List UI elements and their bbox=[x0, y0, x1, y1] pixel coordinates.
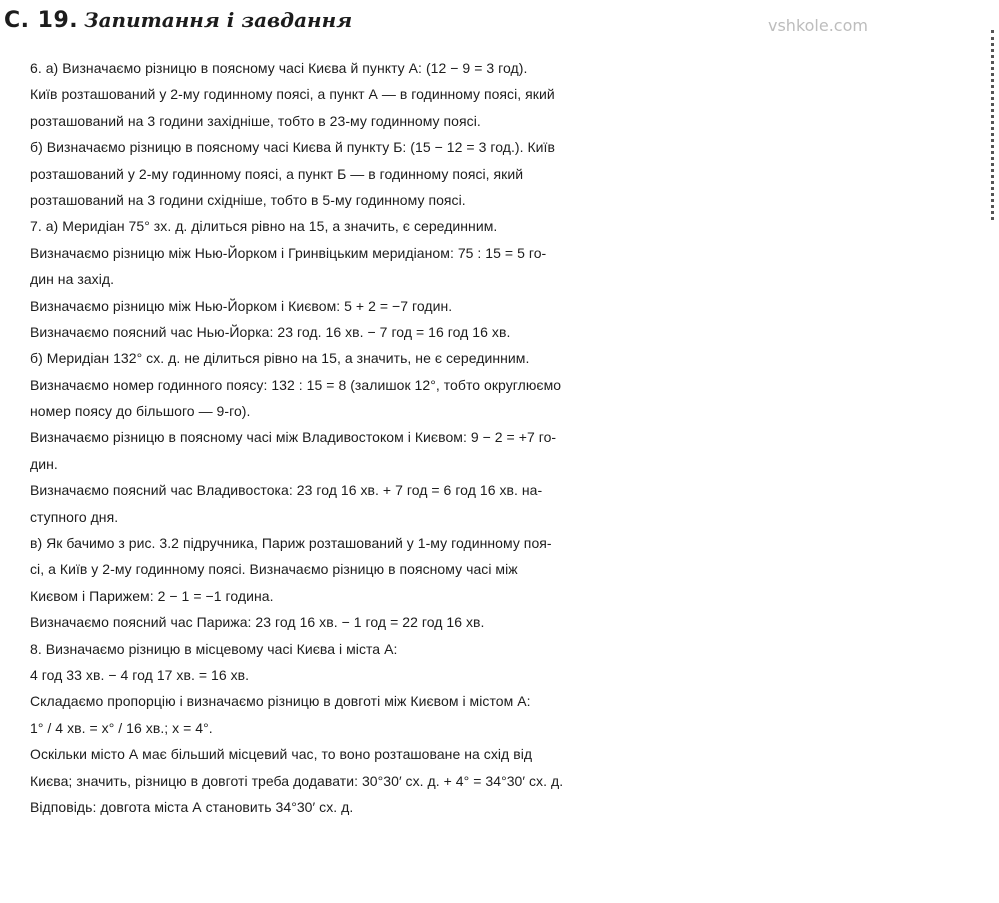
text-line: 8. Визначаємо різницю в місцевому часі Києва і міста А: bbox=[30, 640, 398, 657]
section-title: Запитання і завдання bbox=[84, 8, 353, 32]
text-line: Визначаємо поясний час Парижа: 23 год 16 хв. − 1 год = 22 год 16 хв. bbox=[30, 614, 485, 631]
text-line: Визначаємо різницю між Нью-Йорком і Гринвіцьким меридіаном: 75 : 15 = 5 го- bbox=[30, 244, 547, 261]
text-line: Визначаємо різницю в поясному часі між Владивостоком і Києвом: 9 − 2 = +7 го- bbox=[30, 429, 557, 446]
text-line: дин. bbox=[30, 455, 58, 472]
text-line: 6. а) Визначаємо різницю в поясному часі Києва й пункту А: (12 − 9 = 3 год). bbox=[30, 60, 528, 76]
text-line: сі, а Київ у 2-му годинному поясі. Визначаємо різницю в поясному часі між bbox=[30, 561, 518, 578]
text-line: Києва; значить, різницю в довготі треба додавати: 30°30′ сх. д. + 4° = 34°30′ сх. д. bbox=[30, 772, 564, 789]
dotted-margin-line bbox=[991, 30, 994, 220]
text-line: розташований на 3 години західніше, тобто в 23-му годинному поясі. bbox=[30, 112, 481, 129]
text-line: розташований на 3 години східніше, тобто в 5-му годинному поясі. bbox=[30, 191, 466, 208]
text-line: номер поясу до більшого — 9-го). bbox=[30, 403, 251, 420]
text-line: Складаємо пропорцію і визначаємо різницю в довготі між Києвом і містом А: bbox=[30, 693, 531, 710]
text-line: 7. а) Меридіан 75° зх. д. ділиться рівно на 15, а значить, є серединним. bbox=[30, 218, 498, 235]
text-line: Київ розташований у 2-му годинному поясі, а пункт А — в годинному поясі, який bbox=[30, 86, 555, 103]
text-line: Києвом і Парижем: 2 − 1 = −1 година. bbox=[30, 587, 274, 604]
text-line: б) Меридіан 132° сх. д. не ділиться рівно на 15, а значить, не є серединним. bbox=[30, 350, 530, 367]
text-line: дин на захід. bbox=[30, 271, 115, 288]
text-line: Визначаємо поясний час Владивостока: 23 год 16 хв. + 7 год = 6 год 16 хв. на- bbox=[30, 482, 543, 499]
page-number-label: С. 19. bbox=[4, 8, 79, 33]
watermark: vshkole.com bbox=[768, 16, 868, 35]
section-header bbox=[4, 8, 352, 33]
text-line: 1° / 4 хв. = x° / 16 хв.; x = 4°. bbox=[30, 719, 213, 736]
text-line: Визначаємо поясний час Нью-Йорка: 23 год. 16 хв. − 7 год = 16 год 16 хв. bbox=[30, 323, 511, 340]
text-line: розташований у 2-му годинному поясі, а пункт Б — в годинному поясі, який bbox=[30, 165, 524, 182]
text-line: Визначаємо номер годинного поясу: 132 : 15 = 8 (залишок 12°, тобто округлюємо bbox=[30, 376, 562, 393]
text-line: Оскільки місто А має більший місцевий час, то воно розташоване на схід від bbox=[30, 746, 533, 763]
answer-text bbox=[30, 55, 990, 820]
text-line: ступного дня. bbox=[30, 508, 119, 525]
text-line: Відповідь: довгота міста А становить 34°30′ сх. д. bbox=[30, 798, 354, 815]
text-line: Визначаємо різницю між Нью-Йорком і Києвом: 5 + 2 = −7 годин. bbox=[30, 297, 453, 314]
text-line: б) Визначаємо різницю в поясному часі Києва й пункту Б: (15 − 12 = 3 год.). Київ bbox=[30, 139, 555, 156]
text-line: 4 год 33 хв. − 4 год 17 хв. = 16 хв. bbox=[30, 666, 250, 683]
text-line: в) Як бачимо з рис. 3.2 підручника, Париж розташований у 1-му годинному поя- bbox=[30, 535, 552, 552]
